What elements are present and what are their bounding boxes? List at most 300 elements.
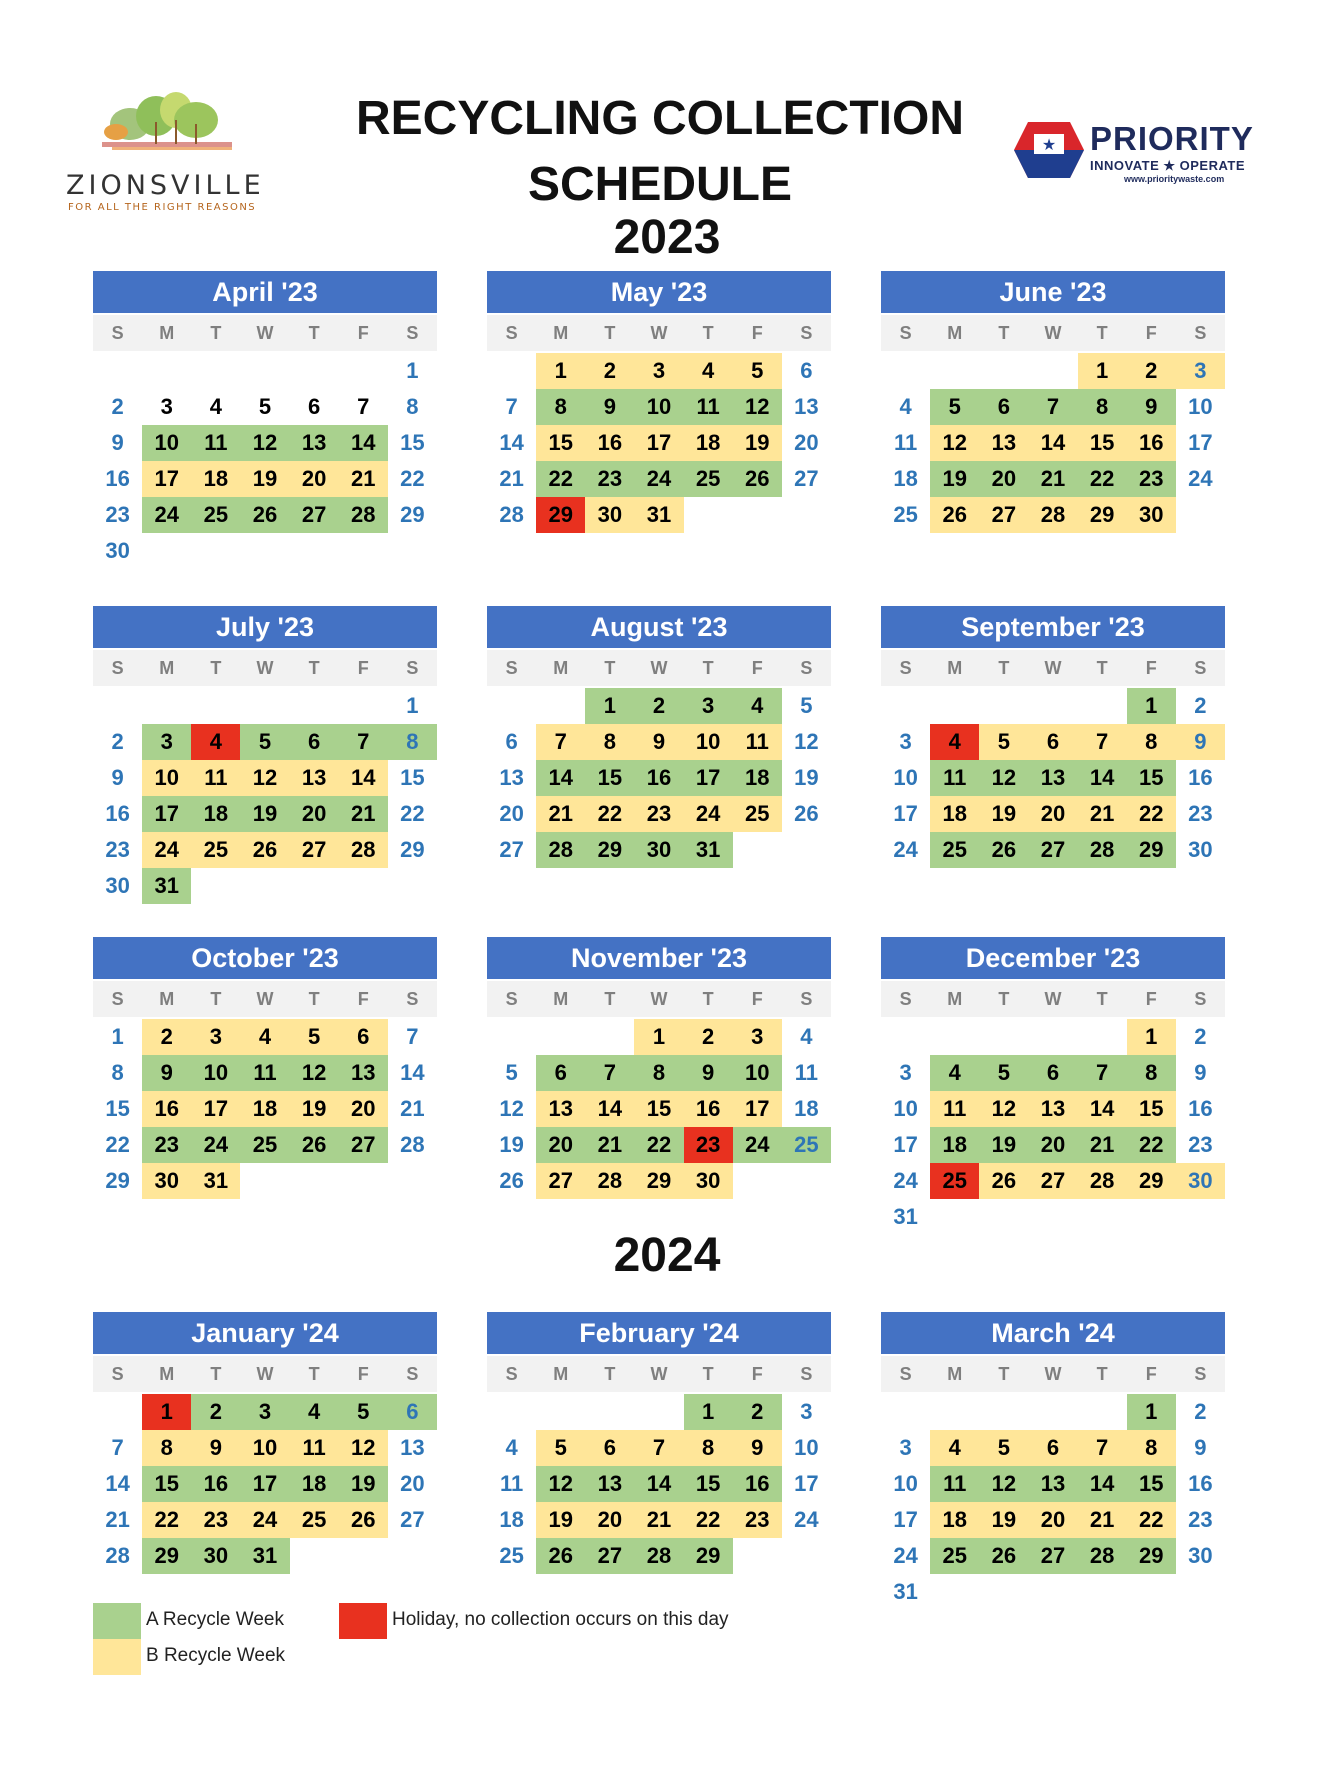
- weekday-label: M: [553, 989, 569, 1009]
- empty-cell: [881, 1019, 930, 1055]
- day-cell: 6: [308, 394, 321, 419]
- day-cell: 19: [794, 765, 819, 790]
- weekday-label: M: [947, 658, 963, 678]
- day-cell: 28: [634, 1538, 683, 1574]
- day-cell: 17: [191, 1091, 240, 1127]
- month-calendar: [487, 1312, 831, 1574]
- day-cell: 30: [105, 873, 130, 898]
- empty-cell: [240, 688, 289, 724]
- day-cell: 28: [339, 497, 388, 533]
- weekday-label: M: [947, 323, 963, 343]
- weekday-label: S: [406, 323, 419, 343]
- day-cell: 23: [634, 796, 683, 832]
- day-cell: 26: [979, 1538, 1028, 1574]
- weekday-label: W: [256, 658, 274, 678]
- day-cell: 21: [536, 796, 585, 832]
- day-cell: 31: [634, 497, 683, 533]
- weekday-label: M: [159, 989, 175, 1009]
- weekday-label: T: [210, 1364, 222, 1384]
- day-cell: 8: [142, 1430, 191, 1466]
- day-cell: 16: [733, 1466, 782, 1502]
- day-cell: 25: [240, 1127, 289, 1163]
- weekday-label: M: [159, 1364, 175, 1384]
- day-cell: 18: [684, 425, 733, 461]
- day-cell: 31: [191, 1163, 240, 1199]
- day-cell: 18: [191, 796, 240, 832]
- day-cell: 7: [1078, 724, 1127, 760]
- day-cell: 29: [634, 1163, 683, 1199]
- day-cell: 21: [400, 1096, 425, 1121]
- day-cell: 12: [339, 1430, 388, 1466]
- weekday-label: S: [800, 658, 813, 678]
- day-cell: 15: [585, 760, 634, 796]
- day-cell: 10: [1188, 394, 1213, 419]
- day-cell: 1: [536, 353, 585, 389]
- empty-cell: [191, 688, 240, 724]
- day-cell: 3: [733, 1019, 782, 1055]
- day-cell: 29: [105, 1168, 130, 1193]
- day-cell: 2: [585, 353, 634, 389]
- weekday-label: F: [357, 989, 369, 1009]
- empty-cell: [585, 1394, 634, 1430]
- day-cell: 1: [111, 1024, 124, 1049]
- day-cell: 18: [794, 1096, 819, 1121]
- logo-left-name: ZIONSVILLE: [66, 170, 265, 201]
- empty-cell: [290, 688, 339, 724]
- day-cell: 4: [290, 1394, 339, 1430]
- day-cell: 17: [893, 1132, 918, 1157]
- weekday-label: S: [406, 989, 419, 1009]
- month-calendar: [93, 271, 437, 569]
- day-cell: 21: [339, 796, 388, 832]
- weekday-label: W: [650, 989, 668, 1009]
- day-cell: 6: [339, 1019, 388, 1055]
- empty-cell: [634, 1394, 683, 1430]
- day-cell: 19: [536, 1502, 585, 1538]
- day-cell: 22: [400, 801, 425, 826]
- day-cell: 5: [733, 353, 782, 389]
- weekday-label: T: [1096, 658, 1108, 678]
- weekday-label: M: [947, 989, 963, 1009]
- weekday-label: S: [800, 989, 813, 1009]
- weekday-label: F: [751, 1364, 763, 1384]
- month-title: July '23: [93, 606, 437, 648]
- weekday-label: T: [998, 658, 1010, 678]
- logo-right-name: PRIORITY: [1090, 120, 1254, 157]
- empty-cell: [93, 1394, 142, 1430]
- weekday-label: M: [553, 658, 569, 678]
- day-cell: 2: [142, 1019, 191, 1055]
- day-cell: 13: [290, 760, 339, 796]
- day-cell: 25: [930, 832, 979, 868]
- empty-cell: [240, 353, 289, 389]
- day-cell: 17: [893, 1507, 918, 1532]
- weekday-label: W: [256, 1364, 274, 1384]
- empty-cell: [1078, 1394, 1127, 1430]
- day-cell: 2: [684, 1019, 733, 1055]
- day-cell: 29: [684, 1538, 733, 1574]
- day-cell: 3: [899, 729, 912, 754]
- day-cell: 6: [1028, 1055, 1077, 1091]
- day-cell: 20: [794, 430, 819, 455]
- day-cell: 8: [1078, 389, 1127, 425]
- weekday-label: M: [553, 1364, 569, 1384]
- day-cell: 18: [733, 760, 782, 796]
- day-cell: 3: [899, 1435, 912, 1460]
- day-cell: 7: [339, 724, 388, 760]
- month-calendar: [487, 606, 831, 868]
- day-grid: [93, 353, 437, 569]
- day-cell: 4: [733, 688, 782, 724]
- day-cell: 12: [979, 1091, 1028, 1127]
- weekday-label: S: [505, 658, 518, 678]
- day-cell: 30: [1188, 1543, 1213, 1568]
- day-cell: 22: [1127, 796, 1176, 832]
- month-calendar: [881, 271, 1225, 533]
- day-cell: 7: [357, 394, 370, 419]
- day-cell: 23: [1188, 1132, 1213, 1157]
- day-cell: 20: [979, 461, 1028, 497]
- day-cell: 8: [1127, 1430, 1176, 1466]
- day-cell: 18: [290, 1466, 339, 1502]
- logo-left-tagline: FOR ALL THE RIGHT REASONS: [68, 202, 257, 213]
- weekday-label: S: [1194, 1364, 1207, 1384]
- day-cell: 2: [1194, 693, 1207, 718]
- weekday-label: T: [1096, 1364, 1108, 1384]
- day-cell: 7: [1078, 1430, 1127, 1466]
- empty-cell: [487, 353, 536, 389]
- weekday-label: W: [1044, 658, 1062, 678]
- weekday-label: T: [308, 989, 320, 1009]
- weekday-label: W: [650, 323, 668, 343]
- weekday-header: [881, 315, 1225, 351]
- weekday-label: T: [702, 1364, 714, 1384]
- weekday-header: [487, 650, 831, 686]
- day-cell: 30: [1176, 1163, 1225, 1199]
- day-cell: 3: [800, 1399, 813, 1424]
- day-cell: 6: [585, 1430, 634, 1466]
- day-cell: 13: [1028, 1466, 1077, 1502]
- day-cell: 15: [400, 765, 425, 790]
- day-cell: 9: [585, 389, 634, 425]
- day-cell: 17: [1188, 430, 1213, 455]
- day-cell: 23: [1188, 801, 1213, 826]
- weekday-header: [93, 315, 437, 351]
- day-cell: 22: [400, 466, 425, 491]
- day-cell: 17: [794, 1471, 819, 1496]
- day-cell: 27: [290, 832, 339, 868]
- day-cell: 10: [142, 760, 191, 796]
- day-cell: 7: [1078, 1055, 1127, 1091]
- day-cell: 25: [930, 1538, 979, 1574]
- day-cell: 6: [800, 358, 813, 383]
- empty-cell: [1028, 1019, 1077, 1055]
- weekday-label: S: [1194, 989, 1207, 1009]
- weekday-label: T: [210, 323, 222, 343]
- day-cell: 4: [930, 724, 979, 760]
- day-cell: 1: [142, 1394, 191, 1430]
- day-grid: [93, 688, 437, 904]
- day-cell: 19: [499, 1132, 524, 1157]
- month-title: May '23: [487, 271, 831, 313]
- day-cell: 28: [1078, 1538, 1127, 1574]
- day-cell: 18: [191, 461, 240, 497]
- day-cell: 28: [1078, 1163, 1127, 1199]
- day-cell: 5: [339, 1394, 388, 1430]
- empty-cell: [93, 688, 142, 724]
- day-cell: 22: [1078, 461, 1127, 497]
- weekday-header: [93, 1356, 437, 1392]
- month-calendar: [487, 937, 831, 1199]
- logo-right-url: www.prioritywaste.com: [1124, 174, 1225, 184]
- day-cell: 11: [290, 1430, 339, 1466]
- empty-cell: [1028, 1394, 1077, 1430]
- day-cell: 11: [499, 1471, 524, 1496]
- day-cell: 14: [1078, 1466, 1127, 1502]
- day-cell: 7: [1028, 389, 1077, 425]
- day-cell: 30: [1127, 497, 1176, 533]
- day-cell: 10: [733, 1055, 782, 1091]
- day-cell: 4: [930, 1430, 979, 1466]
- b-week-swatch: [93, 1639, 141, 1675]
- day-cell: 11: [240, 1055, 289, 1091]
- day-cell: 30: [684, 1163, 733, 1199]
- day-cell: 21: [105, 1507, 130, 1532]
- day-cell: 21: [1078, 1502, 1127, 1538]
- day-cell: 28: [400, 1132, 425, 1157]
- day-cell: 16: [191, 1466, 240, 1502]
- day-cell: 6: [290, 724, 339, 760]
- weekday-label: F: [357, 1364, 369, 1384]
- day-cell: 27: [1028, 832, 1077, 868]
- day-cell: 26: [733, 461, 782, 497]
- day-cell: 27: [499, 837, 524, 862]
- day-grid: [93, 1394, 437, 1574]
- day-cell: 13: [499, 765, 524, 790]
- day-cell: 4: [930, 1055, 979, 1091]
- day-cell: 5: [800, 693, 813, 718]
- day-cell: 15: [400, 430, 425, 455]
- day-cell: 15: [536, 425, 585, 461]
- empty-cell: [339, 353, 388, 389]
- empty-cell: [979, 1019, 1028, 1055]
- weekday-label: M: [947, 1364, 963, 1384]
- day-cell: 14: [634, 1466, 683, 1502]
- day-cell: 24: [733, 1127, 782, 1163]
- month-calendar: [93, 606, 437, 904]
- day-cell: 14: [1028, 425, 1077, 461]
- day-cell: 19: [240, 796, 289, 832]
- day-cell: 22: [585, 796, 634, 832]
- day-cell: 31: [893, 1204, 918, 1229]
- day-cell: 25: [290, 1502, 339, 1538]
- day-cell: 8: [536, 389, 585, 425]
- day-cell: 24: [1188, 466, 1213, 491]
- day-cell: 4: [800, 1024, 813, 1049]
- weekday-label: S: [111, 658, 124, 678]
- day-cell: 28: [339, 832, 388, 868]
- day-cell: 12: [240, 760, 289, 796]
- day-cell: 1: [406, 693, 419, 718]
- weekday-label: S: [1194, 658, 1207, 678]
- weekday-label: F: [751, 323, 763, 343]
- day-cell: 21: [339, 461, 388, 497]
- weekday-label: W: [256, 989, 274, 1009]
- day-cell: 29: [1127, 1538, 1176, 1574]
- day-cell: 1: [406, 358, 419, 383]
- day-cell: 19: [979, 1502, 1028, 1538]
- priority-hexagon-icon: [1012, 120, 1086, 180]
- day-cell: 16: [1188, 765, 1213, 790]
- day-cell: 28: [1028, 497, 1077, 533]
- day-cell: 10: [794, 1435, 819, 1460]
- day-cell: 30: [142, 1163, 191, 1199]
- weekday-label: F: [751, 658, 763, 678]
- day-cell: 27: [339, 1127, 388, 1163]
- day-cell: 14: [339, 760, 388, 796]
- weekday-label: S: [111, 1364, 124, 1384]
- day-cell: 14: [536, 760, 585, 796]
- empty-cell: [1028, 688, 1077, 724]
- empty-cell: [930, 353, 979, 389]
- day-cell: 16: [105, 466, 130, 491]
- day-cell: 29: [400, 502, 425, 527]
- month-calendar: [881, 937, 1225, 1235]
- day-cell: 22: [105, 1132, 130, 1157]
- day-cell: 23: [585, 461, 634, 497]
- day-cell: 1: [585, 688, 634, 724]
- day-cell: 14: [1078, 760, 1127, 796]
- empty-cell: [979, 353, 1028, 389]
- weekday-label: S: [505, 323, 518, 343]
- weekday-label: T: [604, 989, 616, 1009]
- weekday-label: S: [111, 323, 124, 343]
- month-title: December '23: [881, 937, 1225, 979]
- day-cell: 9: [684, 1055, 733, 1091]
- day-cell: 20: [290, 461, 339, 497]
- day-cell: 21: [1078, 1127, 1127, 1163]
- day-cell: 13: [794, 394, 819, 419]
- day-cell: 12: [499, 1096, 524, 1121]
- day-cell: 23: [1188, 1507, 1213, 1532]
- weekday-label: T: [1096, 989, 1108, 1009]
- month-title: September '23: [881, 606, 1225, 648]
- weekday-header: [881, 1356, 1225, 1392]
- day-cell: 11: [930, 1466, 979, 1502]
- day-cell: 26: [979, 1163, 1028, 1199]
- month-calendar: [93, 937, 437, 1199]
- day-cell: 21: [1028, 461, 1077, 497]
- day-cell: 13: [339, 1055, 388, 1091]
- day-cell: 23: [105, 502, 130, 527]
- weekday-label: T: [308, 658, 320, 678]
- empty-cell: [487, 688, 536, 724]
- day-cell: 28: [585, 1163, 634, 1199]
- month-calendar: [487, 271, 831, 533]
- day-cell: 6: [1028, 724, 1077, 760]
- day-cell: 19: [290, 1091, 339, 1127]
- day-cell: 10: [893, 1096, 918, 1121]
- empty-cell: [536, 1019, 585, 1055]
- day-grid: [487, 688, 831, 868]
- legend-holiday-label: Holiday, no collection occurs on this day: [392, 1609, 729, 1630]
- day-cell: 31: [684, 832, 733, 868]
- day-cell: 2: [1194, 1024, 1207, 1049]
- day-cell: 6: [979, 389, 1028, 425]
- weekday-label: S: [111, 989, 124, 1009]
- day-cell: 19: [979, 796, 1028, 832]
- day-cell: 25: [733, 796, 782, 832]
- day-cell: 4: [209, 394, 222, 419]
- empty-cell: [487, 1019, 536, 1055]
- weekday-label: M: [159, 658, 175, 678]
- day-cell: 7: [505, 394, 518, 419]
- day-cell: 5: [930, 389, 979, 425]
- day-cell: 16: [105, 801, 130, 826]
- day-cell: 31: [142, 868, 191, 904]
- day-cell: 16: [1188, 1471, 1213, 1496]
- weekday-label: T: [604, 323, 616, 343]
- day-cell: 6: [505, 729, 518, 754]
- day-cell: 26: [499, 1168, 524, 1193]
- empty-cell: [1078, 688, 1127, 724]
- day-cell: 26: [240, 832, 289, 868]
- day-cell: 11: [191, 760, 240, 796]
- day-cell: 9: [1194, 1060, 1207, 1085]
- day-cell: 20: [499, 801, 524, 826]
- empty-cell: [1078, 1019, 1127, 1055]
- day-cell: 13: [979, 425, 1028, 461]
- day-cell: 5: [505, 1060, 518, 1085]
- day-cell: 15: [1078, 425, 1127, 461]
- day-cell: 9: [1194, 1435, 1207, 1460]
- weekday-label: S: [899, 1364, 912, 1384]
- day-cell: 29: [1127, 1163, 1176, 1199]
- day-cell: 3: [684, 688, 733, 724]
- weekday-label: S: [899, 323, 912, 343]
- weekday-label: W: [256, 323, 274, 343]
- day-cell: 20: [1028, 796, 1077, 832]
- day-cell: 2: [1127, 353, 1176, 389]
- day-cell: 30: [585, 497, 634, 533]
- day-cell: 12: [979, 760, 1028, 796]
- weekday-label: S: [800, 323, 813, 343]
- day-cell: 8: [1127, 1055, 1176, 1091]
- day-cell: 20: [339, 1091, 388, 1127]
- day-cell: 4: [505, 1435, 518, 1460]
- day-cell: 5: [536, 1430, 585, 1466]
- day-cell: 15: [142, 1466, 191, 1502]
- day-cell: 12: [794, 729, 819, 754]
- day-cell: 20: [1028, 1502, 1077, 1538]
- day-cell: 30: [105, 538, 130, 563]
- day-cell: 24: [191, 1127, 240, 1163]
- day-cell: 13: [1028, 760, 1077, 796]
- weekday-label: T: [210, 658, 222, 678]
- day-cell: 10: [893, 765, 918, 790]
- weekday-label: M: [159, 323, 175, 343]
- day-cell: 18: [499, 1507, 524, 1532]
- day-cell: 23: [684, 1127, 733, 1163]
- day-cell: 9: [111, 765, 124, 790]
- weekday-label: S: [406, 658, 419, 678]
- day-cell: 5: [258, 394, 272, 419]
- day-cell: 2: [1194, 1399, 1207, 1424]
- day-cell: 8: [111, 1060, 124, 1085]
- day-cell: 27: [536, 1163, 585, 1199]
- day-cell: 4: [240, 1019, 289, 1055]
- empty-cell: [142, 353, 191, 389]
